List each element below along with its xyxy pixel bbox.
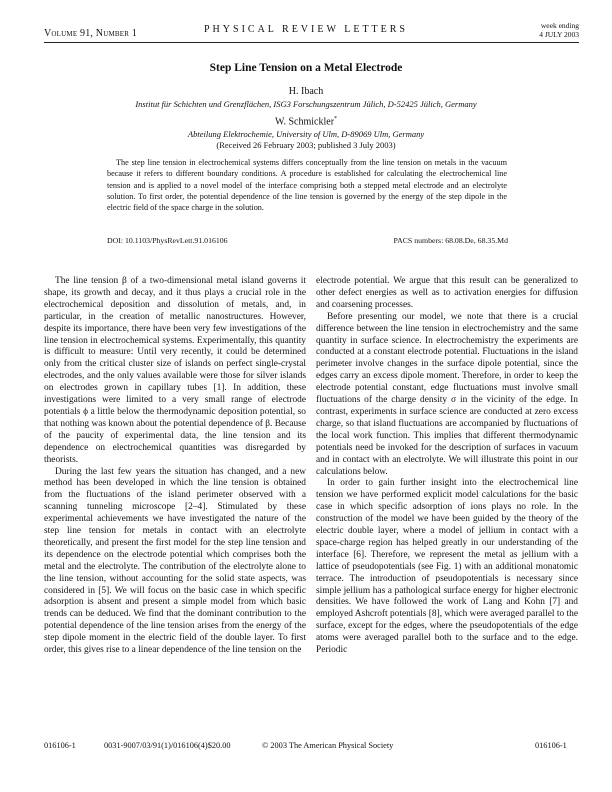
- page-number: 016106-1: [535, 741, 567, 750]
- paragraph: The line tension β of a two-dimensional metal island governs it shape, its growth and decay, and it thus plays a crucial role in the electrochemical deposition and dissolution of metals, and, in particular, in the creation of metallic nanostructures. However, despite its importance, there have been very few investigations of the line tension in electrochemical systems. Experimentally, this quantity is difficult to measure: Until very recently, it could be determined only from the critical cluster size of islands on perfect single-crystal electrodes, and the only values available were those for silver islands on electrodes grown in capillary tubes [1]. In addition, these investigations were limited to a very small range of electrode potentials ϕ a little below the thermodynamic deposition potential, so that nothing was known about the potential dependence of β. Because of the paucity of experimental data, the line tension and its dependence on electrochemical quantities was disregarded by theorists.: [44, 276, 306, 465]
- page-number: 016106-1: [44, 741, 76, 750]
- week-ending-date: 4 JULY 2003: [539, 29, 579, 39]
- abstract: The step line tension in electrochemical systems differs conceptually from the line tension on metals in the vacuum because it refers to different boundary conditions. A procedure is established for calculating the electrochemical line tension and is applied to a novel model of the interface comprising both a stepped metal electrode and an electrolyte solution. To first order, the potential dependence of the line tension is governed by the energy of the step dipole in the electric field of the space charge in the solution.: [107, 158, 507, 213]
- body-column-right: [316, 276, 578, 657]
- pacs-numbers: PACS numbers: 68.08.De, 68.35.Md: [393, 236, 508, 245]
- journal-name: PHYSICAL REVIEW LETTERS: [204, 24, 408, 35]
- paragraph: In order to gain further insight into the electrochemical line tension we have performed explicit model calculations for the basic case in which specific adsorption of ions plays no role. In the construction of the model we have been guided by the theory of the electric double layer, where a model of jellium in contact with a space-charge region has helped greatly in our understanding of the interface [6]. Therefore, we represent the metal as jellium with a lattice of pseudopotentials (see Fig. 1) with an additional monatomic terrace. The introduction of pseudopotentials is necessary since simple jellium has a pathological surface energy for higher electronic densities. We have followed the work of Lang and Kohn [7] and employed Ashcroft potentials [8], which were averaged parallel to the surface, except for the edges, where the pseudopotentials of the edge atoms were averaged parallel both to the surface and to the edge. Periodic: [316, 478, 578, 656]
- author-name: [0, 116, 612, 127]
- author-affiliation: Institut für Schichten und Grenzflächen, ISG3 Forschungszentrum Jülich, D-52425 Jülich, Germany: [135, 99, 477, 109]
- received-date: (Received 26 February 2003; published 3 July 2003): [216, 140, 396, 150]
- week-ending-label: week ending: [540, 21, 579, 30]
- author-name: H. Ibach: [288, 86, 324, 97]
- copyright: © 2003 The American Physical Society: [262, 741, 394, 750]
- week-ending: [539, 22, 579, 39]
- body-column-left: [44, 276, 306, 657]
- article-title: Step Line Tension on a Metal Electrode: [209, 62, 403, 74]
- paragraph: electrode potential. We argue that this result can be generalized to other defect energies as well as to activation energies for diffusion and coarsening processes.: [316, 276, 578, 310]
- header-rule: [44, 42, 579, 43]
- author-name-text: W. Schmickler: [274, 116, 335, 128]
- publication-code: 0031-9007/03/91(1)/016106(4)$20.00: [104, 741, 231, 750]
- volume-number: Volume 91, Number 1: [44, 28, 138, 39]
- paragraph: During the last few years the situation has changed, and a new method has been developed in which the line tension is obtained from the fluctuations of the island perimeter observed with a scanning tunneling microscope [2–4]. Stimulated by these experimental achievements we have investigated the nature of the step line tension for metals in contact with an electrolyte theoretically, and present the first model for the step line tension and its dependence on the electrode potential which comprises both the metal and the electrolyte. The contribution of the electrolyte alone to the line tension, without accounting for the solid state aspects, was considered in [5]. We will focus on the basic case in which specific adsorption is absent and present a simple model from which basic trends can be deduced. We find that the dominant contribution to the potential dependence of the line tension arises from the energy of the step dipole moment in the electric field of the double layer. To first order, this gives rise to a linear dependence of the line tension on the: [44, 466, 306, 656]
- paragraph: Before presenting our model, we note that there is a crucial difference between the line tension in electrochemistry and the same quantity in surface science. In electrochemistry the experiments are conducted at a constant electrode potential. Fluctuations in the island perimeter involve changes in the surface dipole potential, since the edges carry an excess dipole moment. Therefore, in order to keep the electrode potential constant, edge fluctuations must involve small fluctuations of the charge density σ in the vicinity of the edge. In contrast, experiments in surface science are conducted at zero excess charge, so that island fluctuations are accompanied by fluctuations of the local work function. This implies that different thermodynamic potentials need be invoked for the description of surfaces in vacuum and in contact with an electrolyte. We will illustrate this point in our calculations below.: [316, 311, 578, 477]
- doi[interactable]: DOI: 10.1103/PhysRevLett.91.016106: [107, 236, 228, 245]
- author-affiliation: Abteilung Elektrochemie, University of Ulm, D-89069 Ulm, Germany: [187, 129, 425, 139]
- footnote-marker[interactable]: *: [334, 116, 338, 122]
